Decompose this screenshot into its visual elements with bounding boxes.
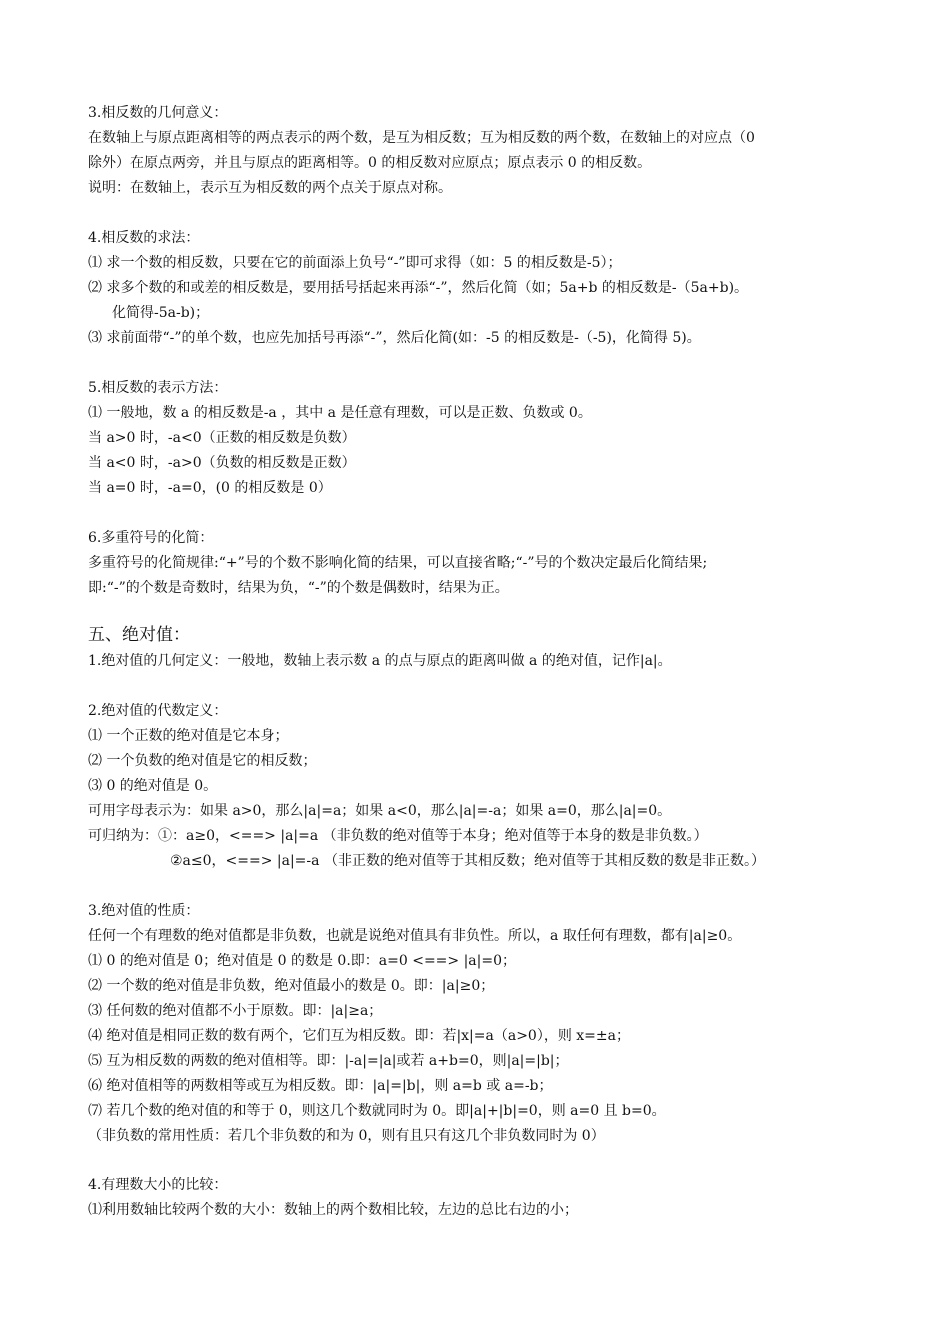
list-item: ⑴ 一般地，数 a 的相反数是-a ，其中 a 是任意有理数，可以是正数、负数或 0。 [88,405,592,421]
heading-3: 3.相反数的几何意义： [88,105,228,121]
heading-2: 2.绝对值的代数定义： [88,703,228,719]
list-item: ⑴ 一个正数的绝对值是它本身； [88,728,289,744]
paragraph-line: 可归纳为：①：a≥0，<==> |a|=a （非负数的绝对值等于本身；绝对值等于本身的数是非负数。） [88,828,708,844]
list-item: ⑶ 0 的绝对值是 0。 [88,778,218,794]
list-item: ⑺ 若几个数的绝对值的和等于 0，则这几个数就同时为 0。即|a|+|b|=0，则 a=0 且 b=0。 [88,1103,666,1119]
list-item: ⑵ 一个数的绝对值是非负数，绝对值最小的数是 0。即：|a|≥0； [88,978,495,994]
paragraph-line: （非负数的常用性质：若几个非负数的和为 0，则有且只有这几个非负数同时为 0） [88,1128,605,1144]
section-title: 五、绝对值： [88,625,190,645]
list-item: ⑵ 求多个数的和或差的相反数是，要用括号括起来再添“-”，然后化简（如；5a+b 的相反数是-（5a+b)。 [88,280,749,296]
list-item-continuation: 化简得-5a-b)； [112,305,210,321]
list-item: ⑶ 求前面带“-”的单个数，也应先加括号再添“-”，然后化简(如：-5 的相反数是-（-5)，化简得 5)。 [88,330,701,346]
list-item: ⑴ 求一个数的相反数，只要在它的前面添上负号“-”即可求得（如：5 的相反数是-5）； [88,255,622,271]
paragraph-line: 可用字母表示为：如果 a>0，那么|a|=a；如果 a<0，那么|a|=-a；如果 a=0，那么|a|=0。 [88,803,672,819]
list-item: ⑴ 0 的绝对值是 0；绝对值是 0 的数是 0.即：a=0 <==> |a|=0； [88,953,517,969]
heading-5: 5.相反数的表示方法： [88,380,228,396]
paragraph-line: 在数轴上与原点距离相等的两点表示的两个数，是互为相反数；互为相反数的两个数，在数轴上的对应点（0 [88,130,755,146]
heading-4: 4.有理数大小的比较： [88,1177,228,1193]
list-item: ⑸ 互为相反数的两数的绝对值相等。即：|-a|=|a|或若 a+b=0，则|a|=|b|； [88,1053,569,1069]
heading-6: 6.多重符号的化简： [88,530,214,546]
paragraph-line: 当 a<0 时，-a>0（负数的相反数是正数） [88,455,356,471]
paragraph-line: 当 a=0 时，-a=0，(0 的相反数是 0） [88,480,332,496]
list-item: ⑴利用数轴比较两个数的大小：数轴上的两个数相比较，左边的总比右边的小； [88,1202,578,1218]
heading-4: 4.相反数的求法： [88,230,200,246]
paragraph-line: 多重符号的化简规律:“+”号的个数不影响化简的结果，可以直接省略;“-”号的个数决定最后化简结果; [88,555,708,571]
list-item: ⑹ 绝对值相等的两数相等或互为相反数。即：|a|=|b|，则 a=b 或 a=-b； [88,1078,553,1094]
paragraph-line: 除外）在原点两旁，并且与原点的距离相等。0 的相反数对应原点；原点表示 0 的相反数。 [88,155,652,171]
heading-3: 3.绝对值的性质： [88,903,200,919]
paragraph-line: ②a≤0，<==> |a|=-a （非正数的绝对值等于其相反数；绝对值等于其相反数的数是非正数。） [170,853,765,869]
paragraph-line: 即:“-”的个数是奇数时，结果为负，“-”的个数是偶数时，结果为正。 [88,580,509,596]
paragraph-line: 1.绝对值的几何定义：一般地，数轴上表示数 a 的点与原点的距离叫做 a 的绝对值，记作|a|。 [88,653,672,669]
list-item: ⑶ 任何数的绝对值都不小于原数。即：|a|≥a； [88,1003,383,1019]
list-item: ⑵ 一个负数的绝对值是它的相反数； [88,753,317,769]
paragraph-line: 说明：在数轴上，表示互为相反数的两个点关于原点对称。 [88,180,452,196]
paragraph-line: 当 a>0 时，-a<0（正数的相反数是负数） [88,430,356,446]
list-item: ⑷ 绝对值是相同正数的数有两个，它们互为相反数。即：若|x|=a（a>0），则 x=±a； [88,1028,630,1044]
paragraph-line: 任何一个有理数的绝对值都是非负数，也就是说绝对值具有非负性。所以，a 取任何有理数，都有|a|≥0。 [88,928,742,944]
